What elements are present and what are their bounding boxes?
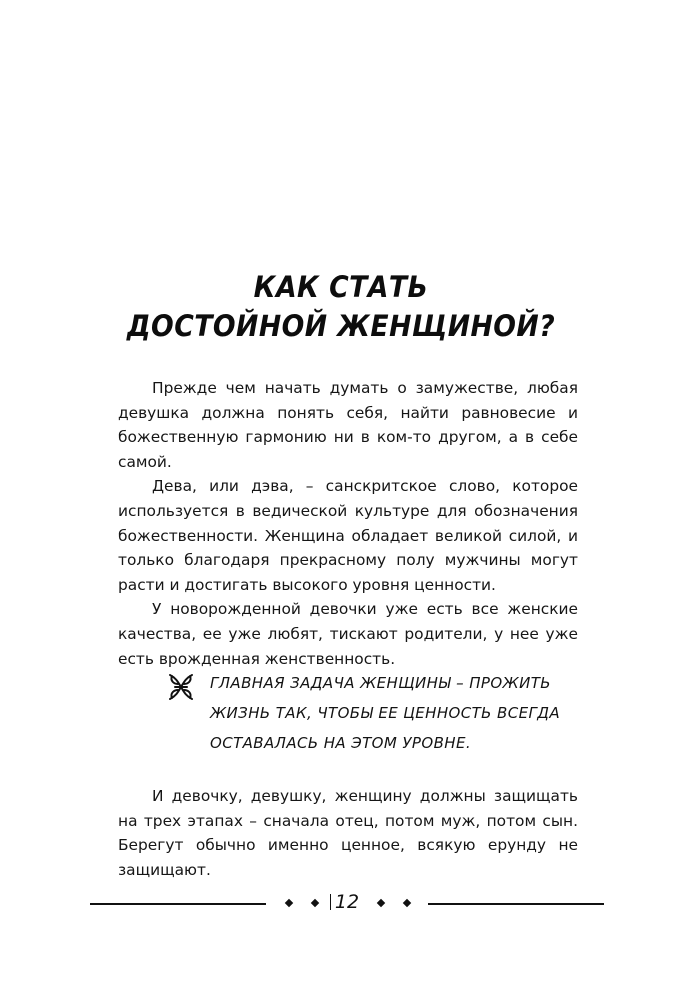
paragraph: У новорожденной девочки уже есть все женские качества, ее уже любят, тискают родители, у нее уже есть врожденная женственность. xyxy=(118,600,578,668)
lotus-ornament-icon xyxy=(166,672,196,702)
quote-text: ГЛАВНАЯ ЗАДАЧА ЖЕНЩИНЫ – ПРОЖИТЬ ЖИЗНЬ ТАК, ЧТОБЫ ЕЕ ЦЕННОСТЬ ВСЕГДА ОСТАВАЛАСЬ НА ЭТОМ УРОВНЕ. xyxy=(210,674,561,752)
footer-diamond-icon xyxy=(377,899,385,907)
footer-diamond-icon xyxy=(285,899,293,907)
footer-diamond-icon xyxy=(311,899,319,907)
chapter-title-line-2: ДОСТОЙНОЙ ЖЕНЩИНОЙ? xyxy=(126,309,556,343)
footer-rule-left xyxy=(90,903,266,905)
page-footer xyxy=(90,886,604,916)
chapter-title xyxy=(119,268,562,346)
paragraph: Дева, или дэва, – санскритское слово, которое используется в ведической культуре для обозначения божественности. Женщина обладает великой силой, и только благодаря прекрасному полу мужчины могут расти и достигать высокого уровня ценности. xyxy=(118,477,578,594)
paragraph: И девочку, девушку, женщину должны защищать на трех этапах – сначала отец, потом муж, потом сын. Берегут обычно именно ценное, всякую ерунду не защищают. xyxy=(118,787,578,879)
chapter-title-line-1: КАК СТАТЬ xyxy=(253,270,429,304)
footer-diamond-icon xyxy=(403,899,411,907)
footer-rule-right xyxy=(428,903,604,905)
page-number: 12 xyxy=(334,891,360,913)
body-text-bottom xyxy=(118,784,578,882)
body-text-top xyxy=(118,376,578,671)
paragraph: Прежде чем начать думать о замужестве, любая девушка должна понять себя, найти равновесие и божественную гармонию ни в ком-то другом, а в себе самой. xyxy=(118,379,578,471)
